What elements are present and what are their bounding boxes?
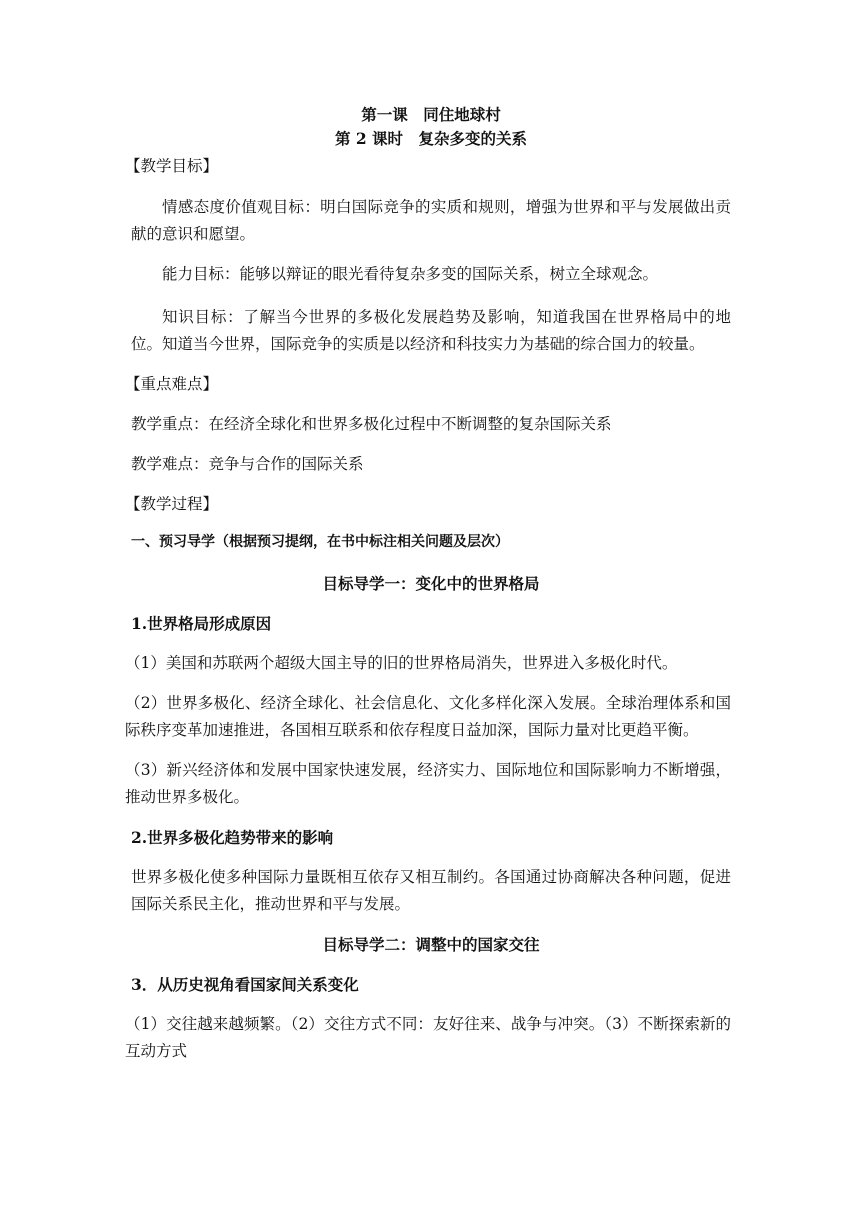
goal2-subheading-3: 3．从历史视角看国家间关系变化 xyxy=(131,975,359,994)
lesson-subtitle: 第 2 课时 复杂多变的关系 xyxy=(334,129,528,148)
document-body xyxy=(125,103,731,1078)
goal1-heading: 目标导学一：变化中的世界格局 xyxy=(322,574,540,593)
objective-ability: 能力目标：能够以辩证的眼光看待复杂多变的国际关系，树立全球观念。 xyxy=(162,265,659,283)
goal1-subheading-1: 1.世界格局形成原因 xyxy=(131,614,272,633)
objectives-heading: 【教学目标】 xyxy=(125,157,219,175)
goal1-item-2: （2）世界多极化、经济全球化、社会信息化、文化多样化深入发展。全球治理体系和国际秩序变革加速推进，各国相互联系和依存程度日益加深，国际力量对比更趋平衡。 xyxy=(125,694,731,739)
lesson-title: 第一课 同住地球村 xyxy=(361,105,501,124)
objective-knowledge: 知识目标：了解当今世界的多极化发展趋势及影响，知道我国在世界格局中的地位。知道当今世界，国际竞争的实质是以经济和科技实力为基础的综合国力的较量。 xyxy=(131,308,731,353)
goal1-item-1: （1）美国和苏联两个超级大国主导的旧的世界格局消失，世界进入多极化时代。 xyxy=(125,654,678,672)
goal1-item-3: （3）新兴经济体和发展中国家快速发展，经济实力、国际地位和国际影响力不断增强，推动世界多极化。 xyxy=(125,761,731,806)
preview-step: 一、预习导学（根据预习提纲，在书中标注相关问题及层次） xyxy=(131,534,509,550)
teaching-difficulty: 教学难点：竞争与合作的国际关系 xyxy=(131,455,364,473)
process-heading: 【教学过程】 xyxy=(125,495,219,513)
objective-emotion: 情感态度价值观目标：明白国际竞争的实质和规则，增强为世界和平与发展做出贡献的意识和愿望。 xyxy=(131,198,731,243)
goal2-item-1: （1）交往越来越频繁。（2）交往方式不同：友好往来、战争与冲突。（3）不断探索新的互动方式 xyxy=(125,1015,731,1060)
goal1-subheading-2: 2.世界多极化趋势带来的影响 xyxy=(131,828,334,847)
goal1-impact: 世界多极化使多种国际力量既相互依存又相互制约。各国通过协商解决各种问题，促进国际关系民主化，推动世界和平与发展。 xyxy=(131,868,731,913)
key-points-heading: 【重点难点】 xyxy=(125,375,219,393)
teaching-focus: 教学重点：在经济全球化和世界多极化过程中不断调整的复杂国际关系 xyxy=(131,415,612,433)
goal2-heading: 目标导学二：调整中的国家交往 xyxy=(322,935,540,954)
